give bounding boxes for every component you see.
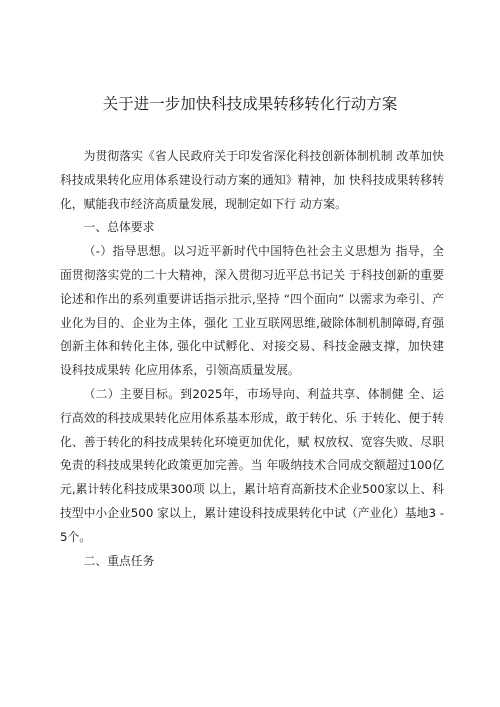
main-goals-paragraph: （二）主要目标。到2025年，市场导向、利益共享、体制健 全、运行高效的科技成果转化应用体系基本形成，敢于转化、乐 于转化、便于转化、善于转化的科技成果转化环境更加优化，赋 权放权、宽容失败、尽职免责的科技成果转化政策更加完善。当 年吸纳技术合同成交额超过100亿元,累计转化科技成果300项 以上，累计培育高新技术企业500家以上、科技型中小企业500 家以上，累计建设科技成果转化中试（产业化）基地3 - 5个。 bbox=[60, 386, 444, 544]
intro-paragraph: 为贯彻落实《省人民政府关于印发省深化科技创新体制机制 改革加快科技成果转化应用体系建设行动方案的通知》精神，加 快科技成果转移转化，赋能我市经济高质量发展，现制定如下行 动方案。 bbox=[60, 149, 444, 211]
guiding-ideology-paragraph: （-）指导思想。以习近平新时代中国特色社会主义思想为 指导，全面贯彻落实党的二十大精神，深入贯彻习近平总书记关 于科技创新的重要论述和作出的系列重要讲话指示批示,坚持 “四个面向” 以需求为牵引、产业化为目的、企业为主体，强化 工业互联网思维,破除体制机制障碍,育强创新主体和转化主体, 强化中试孵化、对接交易、科技金融支撑，加快建设科技成果转 化应用体系，引领高质量发展。 bbox=[60, 244, 444, 378]
section-heading-key-tasks: 二、重点任务 bbox=[83, 553, 155, 568]
document-body bbox=[60, 145, 444, 573]
document-title: 关于进一步加快科技成果转移转化行动方案 bbox=[102, 95, 398, 113]
section-heading-general-requirements: 一、总体要求 bbox=[83, 220, 155, 235]
